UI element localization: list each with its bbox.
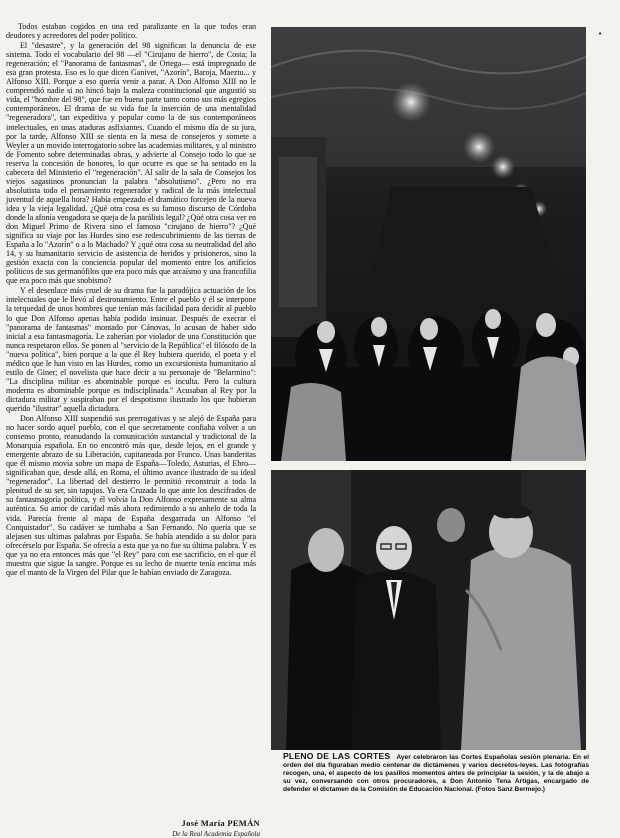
procurators-photo-image <box>271 470 586 750</box>
caption-headline: PLENO DE LAS CORTES <box>283 751 391 761</box>
corner-mark: • <box>598 30 603 38</box>
corridors-photo-image <box>271 27 586 461</box>
article-column <box>6 22 256 577</box>
byline <box>100 818 260 838</box>
article-paragraph: Don Alfonso XIII suspendió sus prerrogativas y se alejó de España para no hacer sordo aquel pueblo, con el que secretamente confiaba volver a un consenso pronto, reanudando la comunicación sustancial y tradicional de la Monarquía española. En no encontró más que, desde lejos, en el grande y emergente abrazo de su Liberación, capitaneada por Franco. Unas banderitas que él mismo movía sobre un mapa de España—Toledo, Asturias, el Ebro—significaban que, desde allá, en Roma, el último avance ilustrado de su ideal "regenerador". La libertad del destierro le permitió reconstruir a toda la plenitud de su ser, sin tapujos. Ya era Cruzada lo que ante los descifrados de su fantasmagoría política, y él volvía la Don Alfonso expresamente su alma auténtica. Su amor de caridad más ahora redimiendo a su anhelo de toda la vida. Parecía frente al mapa de España desgarrada un Alfonso "el Conquistador". Su cadáver se tumbaba a San Fernando. No quería que se alejasen sus ultimas palabras por España. Se había atendido a su dolor para ofrecérselo por España. Se ofrecía a esta que ya no fue su última palabra. Y es que ya no era entonces más que "el Rey" para con ese sacrificio, en el que él muestra que sigue la sangre. Porque es su lecho de muerte tenía encima más que el manto de la Virgen del Pilar que le habían enviado de Zaragoza. <box>6 414 256 577</box>
photo-corridors <box>271 27 586 461</box>
author-name: José María PEMÁN <box>181 818 260 828</box>
author-affiliation: De la Real Academia Española <box>172 830 260 838</box>
caption-body: Ayer celebraron las Cortes Españolas sesión plenaria. En el orden del día figuraban medio centenar de dictámenes y varios decretos-leyes. Las fotografías recogen, una, el aspecto de los pasillos momentos antes de principiar la sesión, y la de abajo a su vez, conversando con otros procuradores, a Don Antonio Tena Artigas, encargado de defender el dictamen de la Comisión de Educación Nacional. (Fotos Sanz Bermejo.) <box>283 754 589 794</box>
photo-caption <box>283 752 589 794</box>
article-paragraph: Todos estaban cogidos en una red paralizante en la que todos eran deudores y acreedores del poder político. <box>6 22 256 41</box>
photo-procurators <box>271 470 586 750</box>
article-paragraph: Y el desenlace más cruel de su drama fue la paradójica actuación de los intelectuales que le llevó al destronamiento. Entre el pueblo y él se interpone la terquedad de unos hombres que tenían más facilidad para decidir al pueblo lo que Don Alfonso apenas había podido insinuar. Después de execrar el "panorama de fantasmas" montado por Cánovas, lo acusan de haber sido inicial a esa fantasmagoría. Le zaherían por violador de una Constitución que nunca respetaron ellos. Se ponen al "servicio de la República" el filósofo de la "nueva política", bien porque a la que él Rey hubiera querido, el poeta y el médico que le han visto en las Hurdes, como un excursionista humanitario al estilo de Giner; el novelista que hace decir a su personaje de "Belarmino": "La disciplina militar es abominable porque es inculta. Pero la cultura moderna es abominable porque es indisciplinada." Acusaban al Rey por la dictadura militar y suspiraban por el despotismo ilustrado los que hubieran querido "ilustrar" aquella dictadura. <box>6 286 256 413</box>
article-paragraph: El "desastre", y la generación del 98 significan la denuncia de ese sistema. Todo el vocabulario del 98 —el "Cirujano de hierro", de Costa; la regeneración; el "Panorama de fantasmas", de Ortega— está impregnado de esa gran protesta. Eso es lo que dicen Ganivet, "Azorín", Baroja, Maeztu... y Alfonso XIII. Porque a eso quería venir a parar. A Don Alfonso XIII no le comprendió nadie si no hincó bajo la maleza constitucional que angustió su vida, el "hombre del 98", que fue en buena parte tanto como sus más egregios contemporáneos. El drama de su vida fue la inserción de una mentalidad "regeneradora", tan expeditiva y popular como la de sus contemporáneos intelectuales, en unas ataduras asfixiantes. Cuando el mismo día de su jura, por la tarde, Alfonso XIII se sienta en la mesa de consejeros y somete a Weyler a un movido interrogatorio sobre las academias militares, y al ministro de Fomento sobre determinadas obras, y advierte al Consejo todo lo que se reserva la concesión de honores, lo que ocurre es que se ha sentado en la cabecera del Ministerio el "regeneración". Al salir de la sala de Consejos los viejos sagastinos pronuncian la palabra "absolutismo". ¿Pero no era absolutista todo el pensamiento regenerador y radical de la más intelectual juventud de aquella hora? Había empezado el dramático forcejeo de la nueva idea y la vieja legalidad. ¿Qué otra cosa es su famoso discurso de Córdoba donde la afonía vengadora se queja de la parálisis legal? ¿Qué otra cosa ver en don Miguel Primo de Rivera sino el famoso "cirujano de hierro"? ¿Qué significa su viaje por las Hurdes sino ese redescubrimiento de las tierras de España a lo "Azorín" o a lo Machado? Y ¿qué otra cosa su neutralidad del año 14, y su humanitario servicio de asistencia de heridos y prisioneros, sino la gestión exacta con la conciencia popular del momento entre los artificios políticos de sus germanófilos que era poco más que arcaísmo y una francofilia que era poco más que snobismo? <box>6 41 256 286</box>
